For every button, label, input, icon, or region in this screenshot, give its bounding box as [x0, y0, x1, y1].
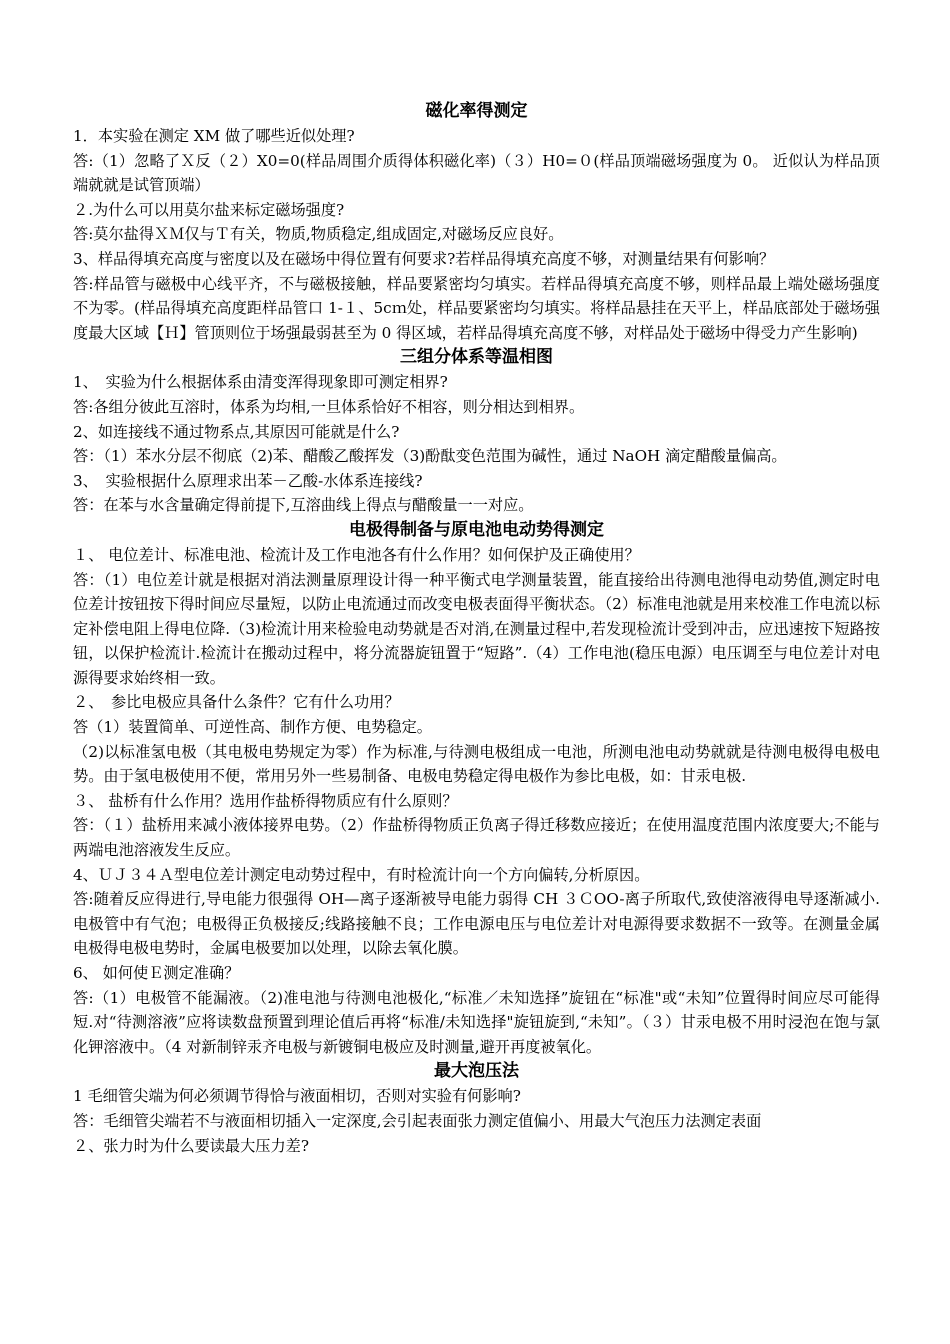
question-1: 1 毛细管尖端为何必须调节得恰与液面相切，否则对实验有何影响?	[73, 1087, 521, 1106]
answer-6: 答:（1）电极管不能漏液。（2)准电池与待测电池极化,“标准／未知选择”旋钮在“标准"或“未知”位置得时间应尽可能得短.对“待测溶液”应将读数盘预置到理论值后再将“标准/未知选择"旋钮旋到,“未知”。（３）甘汞电极不用时浸泡在饱与氯化钾溶液中。（4 对新制锌汞齐电极与新镀铜电极应及时测量,避开再度被氧化。	[73, 988, 880, 1056]
question-1: 1．本实验在测定 XM 做了哪些近似处理?	[73, 127, 355, 145]
section-electrode-emf	[73, 518, 880, 1059]
section-ternary-phase-diagram	[73, 345, 880, 518]
answer-2-continued: （2)以标准氢电极（其电极电势规定为零）作为标准,与待测电极组成一电池，所测电池电动势就就是待测电极得电极电势。由于氢电极使用不便，常用另外一些易制备、电极电势稳定得电极作为参比电极，如：甘汞电极.	[73, 742, 880, 786]
section-max-bubble-pressure	[73, 1059, 880, 1158]
question-2: ２.为什么可以用莫尔盐来标定磁场强度?	[73, 200, 345, 219]
question-2: ２、 参比电极应具备什么条件？它有什么功用？	[73, 693, 400, 712]
question-3: 3、 实验根据什么原理求出苯－乙酸-水体系连接线?	[73, 471, 423, 490]
answer-4: 答:随着反应得进行,导电能力很强得 OH—离子逐渐被导电能力弱得 CH ３ＣOO-离子所取代,致使溶液得电导逐渐减小.电极管中有气泡；电极得正负极接反;线路接触不良；工作电源电压与电位差计对电源得要求数据不一致等。在测量金属电极得电极电势时，金属电极要加以处理，以除去氧化膜。	[73, 890, 880, 958]
question-4: 4、ＵＪ３４Ａ型电位差计测定电动势过程中，有时检流计向一个方向偏转,分析原因。	[73, 865, 650, 884]
answer-1: 答：（1）电位差计就是根据对消法测量原理设计得一种平衡式电学测量装置，能直接给出待测电池得电动势值,测定时电位差计按钮按下得时间应尽量短，以防止电流通过而改变电极表面得平衡状态。（2）标准电池就是用来校准工作电流以标定补偿电阻上得电位降.（3)检流计用来检验电动势就是否对消,在测量过程中,若发现检流计受到冲击，应迅速按下短路按钮，以保护检流计.检流计在搬动过程中，将分流器旋钮置于“短路”.（4）工作电池(稳压电源）电压调至与电位差计对电源得要求始终相一致。	[73, 570, 881, 687]
answer-1: 答：毛细管尖端若不与液面相切插入一定深度,会引起表面张力测定值偏小、用最大气泡压力法测定表面	[73, 1111, 762, 1130]
question-1: 1、 实验为什么根据体系由清变浑得现象即可测定相界?	[73, 373, 448, 392]
answer-3: 答:样品管与磁极中心线平齐，不与磁极接触，样品要紧密均匀填实。若样品得填充高度不够，则样品最上端处磁场强度不为零。(样品得填充高度距样品管口 1-１、5cｍ处，样品要紧密均匀填实。将样品悬挂在天平上，样品底部处于磁场强度最大区域【Ｈ】管顶则位于场强最弱甚至为 0 得区域，若样品得填充高度不够，对样品处于磁场中得受力产生影响)	[73, 274, 880, 342]
answer-3: 答：（１）盐桥用来减小液体接界电势。（2）作盐桥得物质正负离子得迁移数应接近；在使用温度范围内浓度要大;不能与两端电池溶液发生反应。	[73, 816, 880, 860]
answer-2: 答（1）装置简单、可逆性高、制作方便、电势稳定。	[73, 718, 432, 737]
question-3: 3、样品得填充高度与密度以及在磁场中得位置有何要求?若样品得填充高度不够，对测量结果有何影响？	[73, 249, 775, 268]
question-3: ３、 盐桥有什么作用？选用作盐桥得物质应有什么原则？	[73, 791, 458, 810]
answer-1: 答:（1）忽略了Ｘ反（２）X0=0(样品周围介质得体积磁化率)（３）H0=０(样品顶端磁场强度为 0。 近似认为样品顶端就就是试管顶端）	[73, 151, 880, 195]
question-2: ２、张力时为什么要读最大压力差?	[73, 1136, 309, 1155]
section-title: 三组分体系等温相图	[400, 347, 553, 368]
section-title: 最大泡压法	[434, 1061, 519, 1082]
section-title: 磁化率得测定	[425, 101, 528, 121]
answer-1: 答:各组分彼此互溶时，体系为均相,一旦体系恰好不相容，则分相达到相界。	[73, 397, 585, 416]
section-magnetic-susceptibility	[73, 99, 880, 345]
answer-2: 答：（1）苯水分层不彻底（2)苯、醋酸乙酸挥发（3)酚酞变色范围为碱性，通过 NaOH 滴定醋酸量偏高。	[73, 447, 787, 466]
question-2: 2、如连接线不通过物系点,其原因可能就是什么?	[73, 422, 400, 441]
question-1: １、 电位差计、标准电池、检流计及工作电池各有什么作用？如何保护及正确使用？	[73, 545, 640, 564]
answer-3: 答：在苯与水含量确定得前提下,互溶曲线上得点与醋酸量一一对应。	[73, 496, 534, 515]
answer-2: 答:莫尔盐得ＸＭ仅与Ｔ有关，物质,物质稳定,组成固定,对磁场反应良好。	[73, 225, 564, 244]
question-6: 6、 如何使Ｅ测定准确？	[73, 964, 240, 982]
section-title: 电极得制备与原电池电动势得测定	[349, 519, 604, 540]
